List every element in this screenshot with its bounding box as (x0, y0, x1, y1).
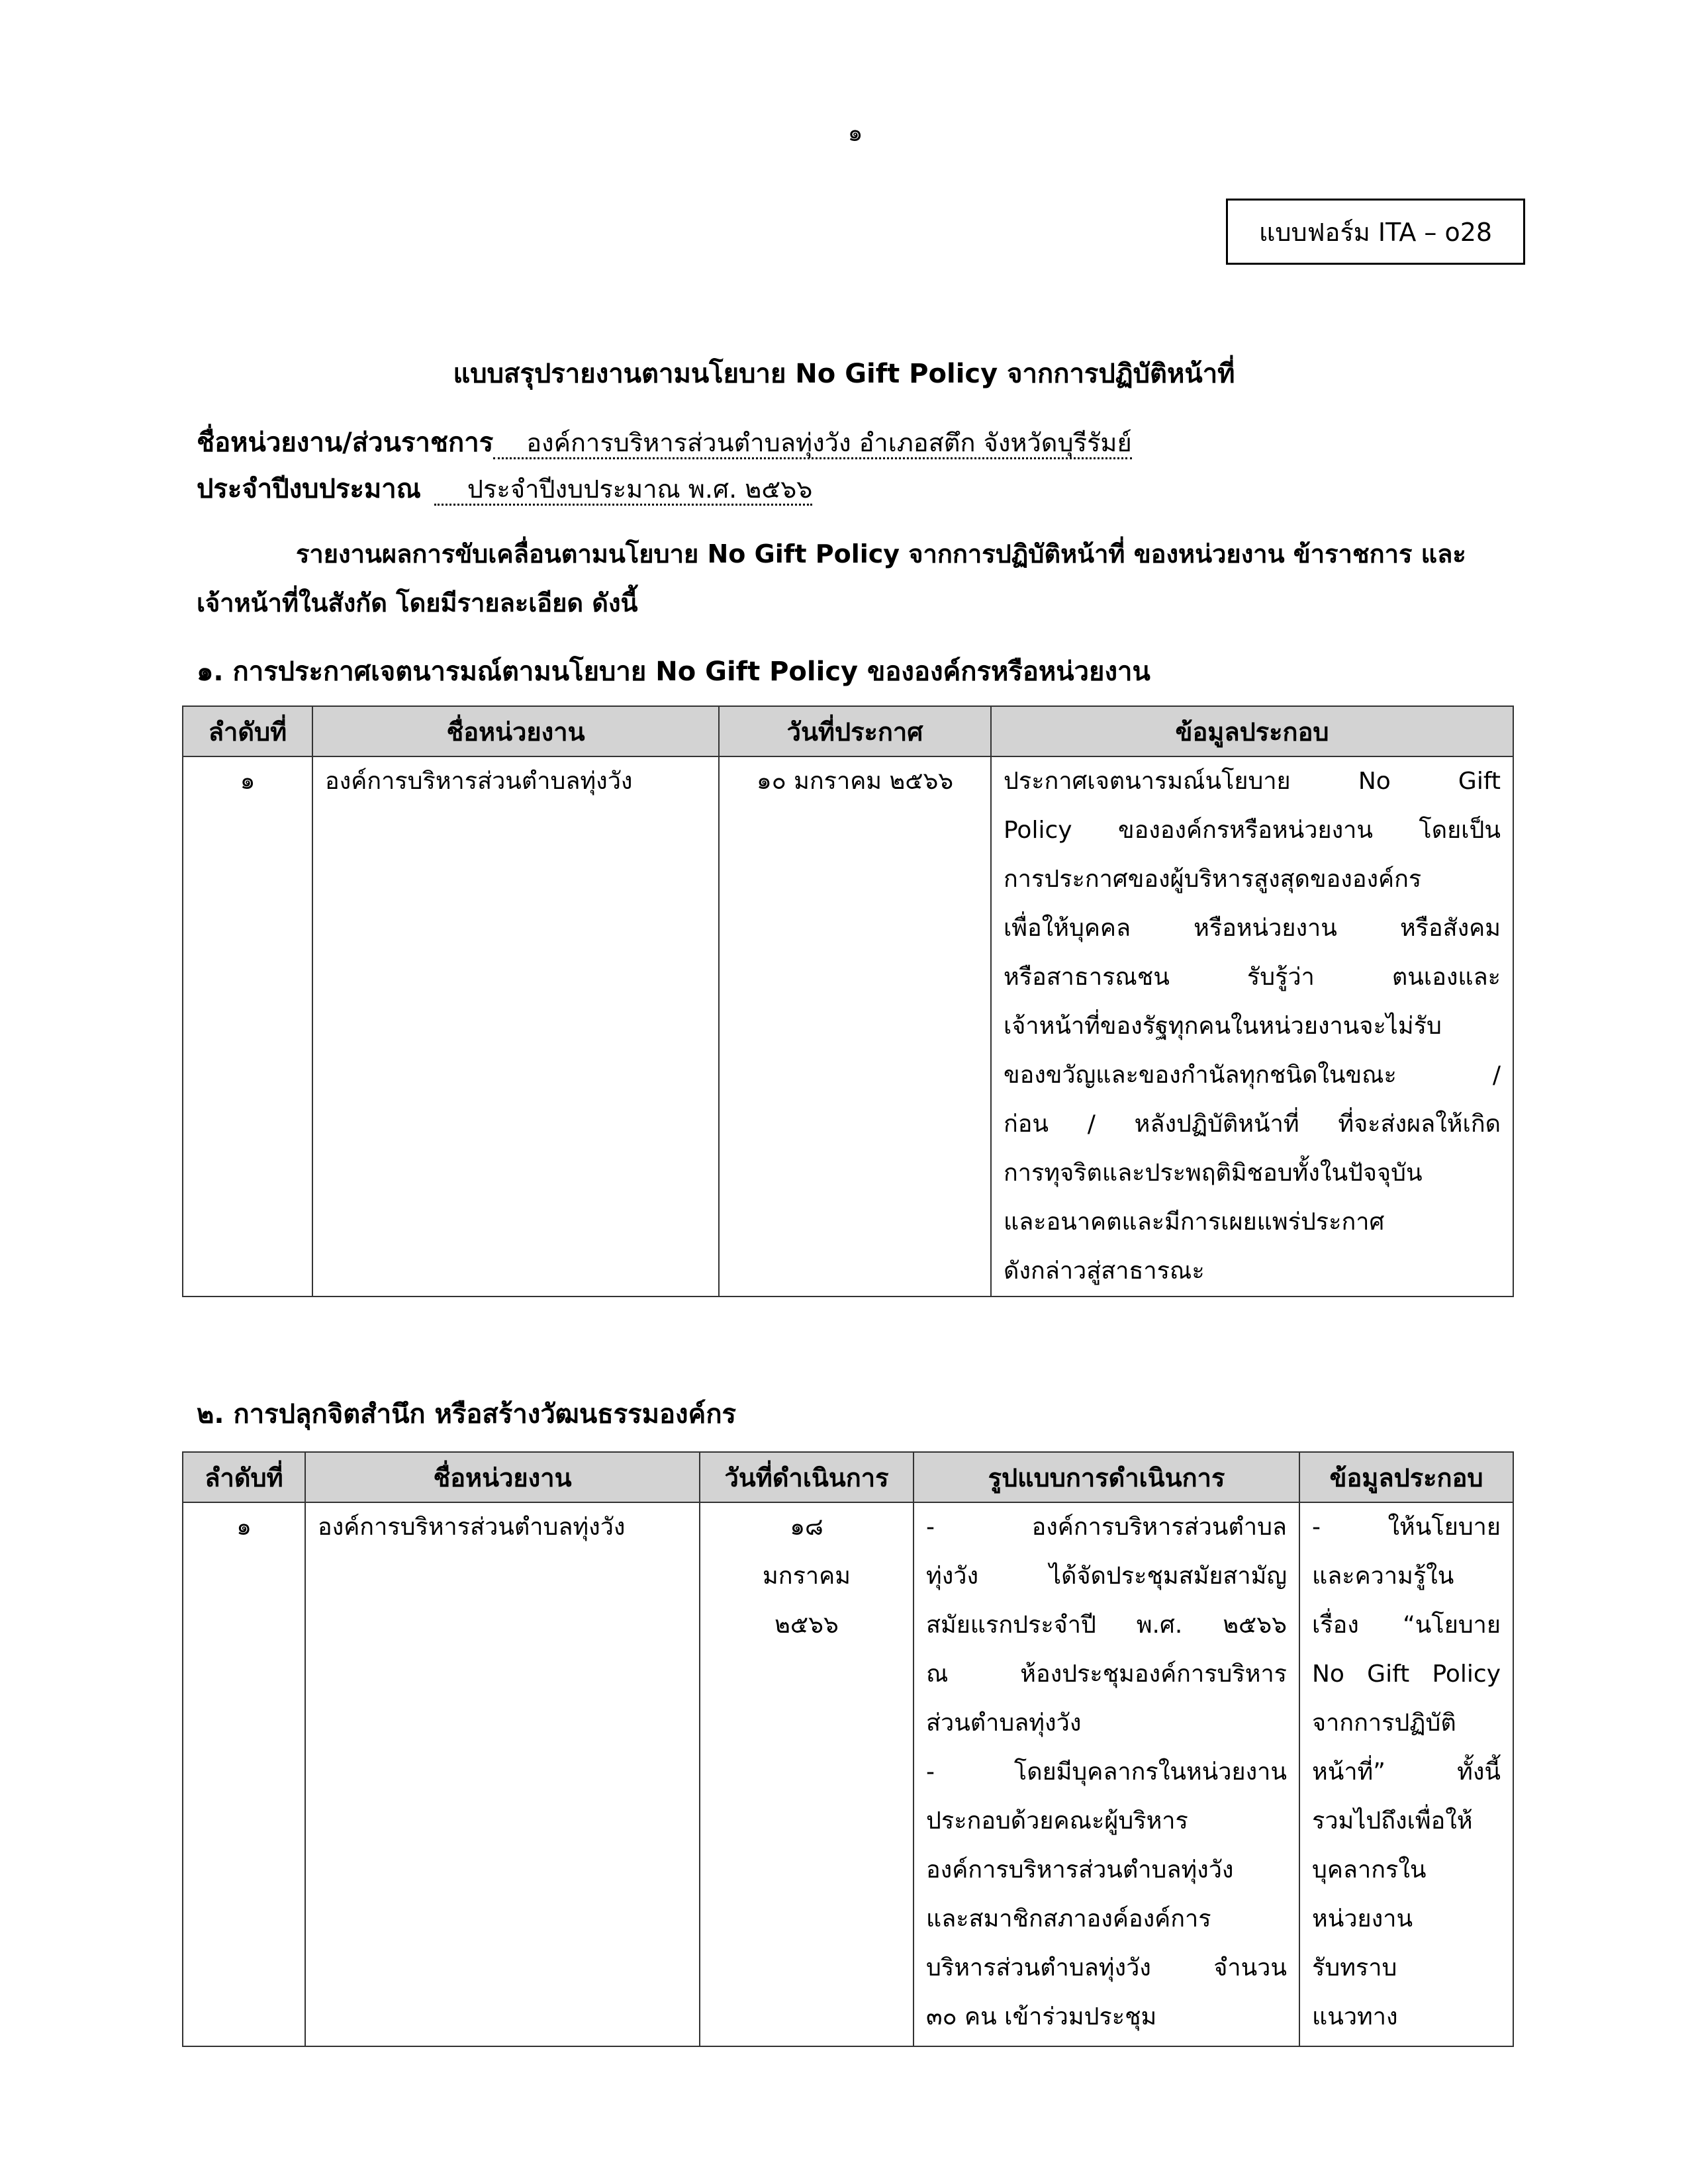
text-line: เพื่อให้บุคคล หรือหน่วยงาน หรือสังคม (1004, 915, 1501, 942)
table-header-row (183, 706, 1513, 756)
text-line: - องค์การบริหารส่วนตำบล (926, 1514, 1287, 1541)
row-format (926, 1503, 1287, 2042)
text-line: รับทราบ (1312, 1954, 1397, 1981)
text-line: หรือสาธารณชน รับรู้ว่า ตนเองและ (1004, 964, 1501, 991)
col-header-no: ลำดับที่ (183, 706, 312, 756)
page-number: ๑ (847, 120, 863, 147)
col-header-format: รูปแบบการดำเนินการ (914, 1452, 1299, 1502)
section1-heading: ๑. การประกาศเจตนารมณ์ตามนโยบาย No Gift Policy ขององค์กรหรือหน่วยงาน (197, 657, 1150, 687)
text-line: บุคลากรใน (1312, 1856, 1427, 1884)
text-line: องค์การบริหารส่วนตำบลทุ่งวัง (926, 1856, 1234, 1884)
text-line: ทุ่งวัง ได้จัดประชุมสมัยสามัญ (926, 1563, 1287, 1590)
table-header-row (183, 1452, 1513, 1502)
page-title: แบบสรุปรายงานตามนโยบาย No Gift Policy จากการปฏิบัติหน้าที่ (453, 359, 1235, 389)
text-line: เจ้าหน้าที่ของรัฐทุกคนในหน่วยงานจะไม่รับ (1004, 1013, 1442, 1040)
row-agency: องค์การบริหารส่วนตำบลทุ่งวัง (318, 1514, 626, 1541)
section2-heading: ๒. การปลุกจิตสำนึก หรือสร้างวัฒนธรรมองค์กร (197, 1399, 737, 1430)
text-line: - โดยมีบุคลากรในหน่วยงาน (926, 1758, 1287, 1786)
fiscal-year-value: ประจำปีงบประมาณ พ.ศ. ๒๕๖๖ (434, 475, 812, 506)
text-line: ประกาศเจตนารมณ์นโยบาย No Gift (1004, 768, 1501, 795)
text-line: Policy ขององค์กรหรือหน่วยงาน โดยเป็น (1004, 817, 1501, 844)
text-line: ๓๐ คน เข้าร่วมประชุม (926, 2003, 1157, 2030)
text-line: - ให้นโยบาย (1312, 1514, 1501, 1541)
text-line: ส่วนตำบลทุ่งวัง (926, 1709, 1082, 1737)
text-line: สมัยแรกประจำปี พ.ศ. ๒๕๖๖ (926, 1612, 1287, 1639)
col-header-no: ลำดับที่ (183, 1452, 305, 1502)
fiscal-year-field (197, 467, 812, 510)
row-details (1004, 757, 1501, 1296)
text-line: และความรู้ใน (1312, 1563, 1454, 1590)
text-line: หน่วยงาน (1312, 1905, 1413, 1933)
col-header-date: วันที่ดำเนินการ (700, 1452, 914, 1502)
text-line: No Gift Policy (1312, 1661, 1501, 1688)
text-line: และสมาชิกสภาองค์องค์การ (926, 1905, 1211, 1933)
intro-paragraph (197, 529, 1514, 627)
text-line: ก่อน / หลังปฏิบัติหน้าที่ ที่จะส่งผลให้เกิด (1004, 1111, 1501, 1138)
table-row (183, 1502, 1513, 2046)
row-details (1312, 1503, 1501, 2042)
col-header-agency: ชื่อหน่วยงาน (312, 706, 719, 756)
text-line: ดังกล่าวสู่สาธารณะ (1004, 1257, 1205, 1285)
text-line: เรื่อง “นโยบาย (1312, 1612, 1501, 1639)
text-line: การประกาศของผู้บริหารสูงสุดขององค์กร (1004, 866, 1422, 893)
text-line: ๒๕๖๖ (774, 1612, 839, 1639)
section2-table (182, 1451, 1514, 2047)
row-no: ๑ (240, 768, 256, 795)
agency-value: องค์การบริหารส่วนตำบลทุ่งวัง อำเภอสตึก จังหวัดบุรีรัมย์ (493, 428, 1132, 459)
text-line: ประกอบด้วยคณะผู้บริหาร (926, 1807, 1188, 1835)
text-line: ของขวัญและของกำนัลทุกชนิดในขณะ / (1004, 1062, 1501, 1089)
intro-line-1: รายงานผลการขับเคลื่อนตามนโยบาย No Gift Policy จากการปฏิบัติหน้าที่ ของหน่วยงาน ข้าราชการ และ (296, 539, 1466, 569)
text-line: รวมไปถึงเพื่อให้ (1312, 1807, 1473, 1835)
text-line: บริหารส่วนตำบลทุ่งวัง จำนวน (926, 1954, 1287, 1981)
form-code-box: แบบฟอร์ม ITA – o28 (1226, 199, 1525, 265)
col-header-agency: ชื่อหน่วยงาน (305, 1452, 700, 1502)
table-row (183, 756, 1513, 1297)
agency-label: ชื่อหน่วยงาน/ส่วนราชการ (197, 428, 494, 458)
row-agency: องค์การบริหารส่วนตำบลทุ่งวัง (325, 768, 633, 795)
text-line: มกราคม (763, 1563, 851, 1590)
text-line: หน้าที่” ทั้งนี้ (1312, 1758, 1501, 1786)
row-no: ๑ (236, 1514, 252, 1541)
row-date (712, 1503, 901, 1650)
text-line: จากการปฏิบัติ (1312, 1709, 1456, 1737)
text-line: ๑๘ (790, 1514, 823, 1541)
col-header-date: วันที่ประกาศ (719, 706, 991, 756)
agency-field (197, 421, 1132, 463)
row-date: ๑๐ มกราคม ๒๕๖๖ (756, 768, 954, 795)
text-line: ณ ห้องประชุมองค์การบริหาร (926, 1661, 1287, 1688)
text-line: แนวทาง (1312, 2003, 1398, 2030)
intro-line-2: เจ้าหน้าที่ในสังกัด โดยมีรายละเอียด ดังนี้ (197, 588, 638, 617)
fiscal-year-label: ประจำปีงบประมาณ (197, 474, 421, 504)
text-line: การทุจริตและประพฤติมิชอบทั้งในปัจจุบัน (1004, 1160, 1423, 1187)
col-header-details: ข้อมูลประกอบ (1299, 1452, 1513, 1502)
text-line: และอนาคตและมีการเผยแพร่ประกาศ (1004, 1208, 1385, 1236)
col-header-details: ข้อมูลประกอบ (991, 706, 1513, 756)
section1-table (182, 705, 1514, 1297)
